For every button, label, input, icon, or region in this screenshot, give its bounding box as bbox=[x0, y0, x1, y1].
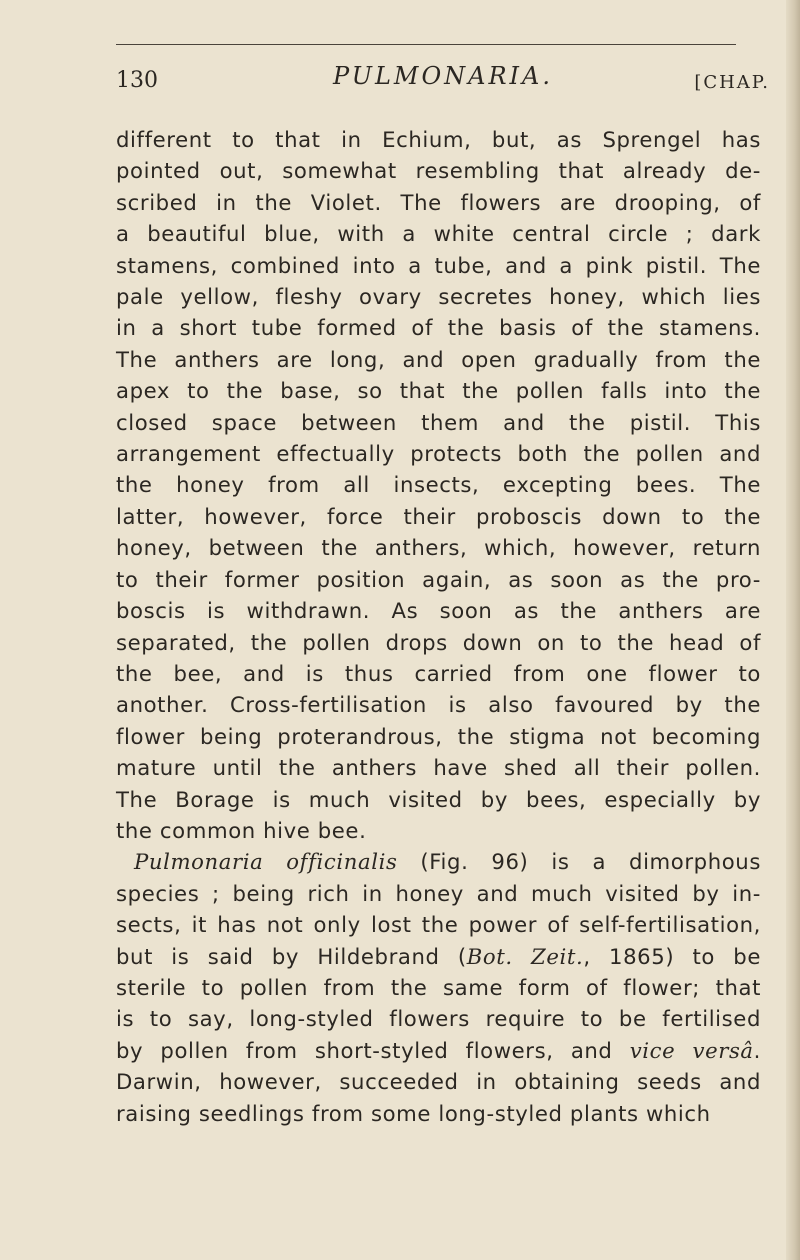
text-line: Darwin, however, succeeded in obtaining seeds and bbox=[116, 1069, 761, 1095]
text-line: the common hive bee. bbox=[116, 817, 367, 843]
text-line: the bee, and is thus carried from one flower to bbox=[116, 660, 761, 686]
page-header bbox=[116, 62, 770, 106]
text-line: latter, however, force their proboscis down to the bbox=[116, 503, 761, 529]
text-line: different to that in Echium, but, as Sprengel has bbox=[116, 127, 761, 152]
text-line: pointed out, somewhat resembling that already de- bbox=[116, 158, 761, 184]
text-line: separated, the pollen drops down on to the head of bbox=[116, 629, 761, 655]
text-line: scribed in the Violet. The flowers are drooping, of bbox=[116, 189, 761, 215]
chapter-label: [CHAP. bbox=[694, 72, 770, 93]
text-line: apex to the base, so that the pollen falls into the bbox=[116, 378, 761, 404]
text-line: but is said by Hildebrand (Bot. Zeit., 1865) to be bbox=[116, 943, 761, 969]
text-line: in a short tube formed of the basis of the stamens. bbox=[116, 315, 761, 341]
body-text bbox=[116, 124, 761, 1129]
text-line: Pulmonaria officinalis (Fig. 96) is a dimorphous bbox=[134, 849, 761, 875]
text-line: mature until the anthers have shed all their pollen. bbox=[116, 755, 761, 781]
text-line: species ; being rich in honey and much visited by in- bbox=[116, 880, 761, 906]
text-line: The anthers are long, and open gradually from the bbox=[116, 346, 761, 372]
latin-phrase: vice versâ bbox=[629, 1037, 754, 1063]
text-line: flower being proterandrous, the stigma not becoming bbox=[116, 723, 761, 749]
text-line: sects, it has not only lost the power of self-fertilisation, bbox=[116, 912, 761, 938]
page-edge bbox=[786, 0, 800, 1260]
text-line: the honey from all insects, excepting bees. The bbox=[116, 472, 761, 498]
species-name: Pulmonaria officinalis bbox=[134, 849, 398, 875]
text-line: is to say, long-styled flowers require to be fertilised bbox=[116, 1006, 761, 1032]
running-title: PULMONARIA. bbox=[333, 62, 553, 90]
text-line: honey, between the anthers, which, however, return bbox=[116, 535, 761, 561]
text-line: pale yellow, fleshy ovary secretes honey, which lies bbox=[116, 284, 761, 310]
text-line: sterile to pollen from the same form of flower; that bbox=[116, 974, 761, 1000]
text-line: another. Cross-fertilisation is also favoured by the bbox=[116, 692, 761, 718]
text-line: The Borage is much visited by bees, especially by bbox=[116, 786, 761, 812]
text-line: stamens, combined into a tube, and a pink pistil. The bbox=[116, 252, 761, 278]
text-line: arrangement effectually protects both the pollen and bbox=[116, 441, 761, 467]
text-line: by pollen from short-styled flowers, and vice versâ. bbox=[116, 1037, 761, 1063]
page-number: 130 bbox=[116, 68, 158, 93]
text-line: closed space between them and the pistil. This bbox=[116, 409, 761, 435]
text-line: boscis is withdrawn. As soon as the anthers are bbox=[116, 598, 761, 624]
header-rule bbox=[116, 44, 736, 45]
text-line: a beautiful blue, with a white central circle ; dark bbox=[116, 221, 761, 247]
text-line: raising seedlings from some long-styled plants which bbox=[116, 1100, 711, 1126]
text-line: to their former position again, as soon as the pro- bbox=[116, 566, 761, 592]
citation: Bot. Zeit. bbox=[466, 943, 584, 969]
